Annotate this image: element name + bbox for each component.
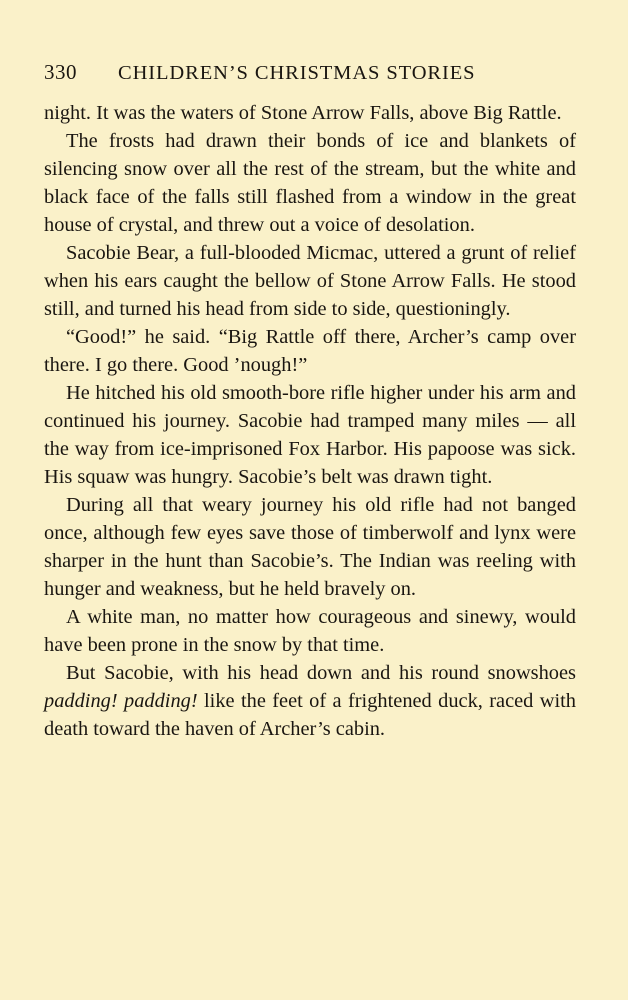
paragraph-6: During all that weary journey his old rifle had not banged once, although few eyes save those of timberwolf and lynx were sharper in the hunt than Sacobie’s. The Indian was reeling with hunger and weakness, but he held bravely on. [44,494,576,600]
paragraph-4: “Good!” he said. “Big Rattle off there, Archer’s camp over there. I go there. Good ’nough!” [44,326,576,376]
running-title: CHILDREN’S CHRISTMAS STORIES [118,62,476,84]
paragraph-3: Sacobie Bear, a full-blooded Micmac, uttered a grunt of relief when his ears caught the bellow of Stone Arrow Falls. He stood still, and turned his head from side to side, questioningly. [44,242,576,320]
paragraph-8-end: like the feet of a frightened duck, raced with death toward the haven of Archer’s cabin. [44,690,577,740]
page-number: 330 [44,60,77,84]
paragraph-8-italic: padding! padding! [44,690,198,712]
body-text [44,99,576,743]
paragraph-8-start: But Sacobie, with his head down and his round snowshoes [66,662,576,684]
paragraph-1: night. It was the waters of Stone Arrow Falls, above Big Rattle. [44,102,562,124]
paragraph-8 [44,659,576,743]
paragraph-2: The frosts had drawn their bonds of ice and blankets of silencing snow over all the rest of the stream, but the white and black face of the falls still flashed from a window in the great house of crystal, and threw out a voice of desolation. [44,130,576,236]
running-head [44,60,576,90]
paragraph-5: He hitched his old smooth-bore rifle higher under his arm and continued his journey. Sacobie had tramped many miles — all the way from ice-imprisoned Fox Harbor. His papoose was sick. His squaw was hungry. Sacobie’s belt was drawn tight. [44,382,576,488]
paragraph-7: A white man, no matter how courageous and sinewy, would have been prone in the snow by that time. [44,606,576,656]
